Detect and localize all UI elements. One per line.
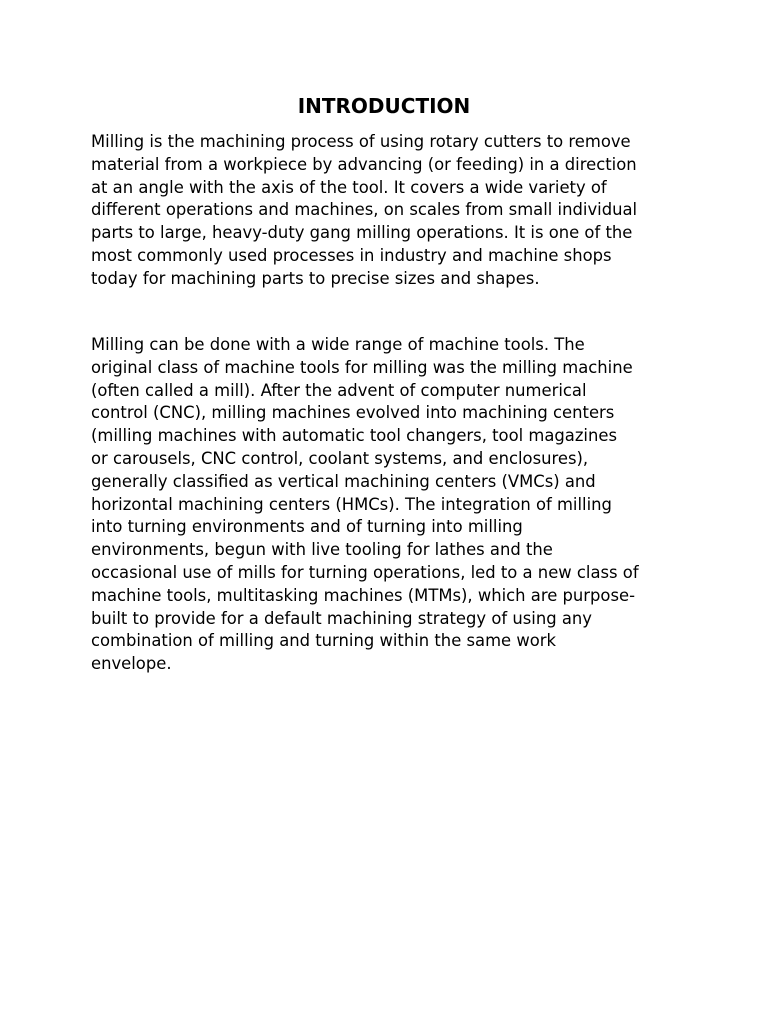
text-line: parts to large, heavy-duty gang milling operations. It is one of the xyxy=(91,223,633,243)
text-line: combination of milling and turning within the same work xyxy=(91,631,556,651)
text-line: into turning environments and of turning into milling xyxy=(91,517,523,537)
text-line: occasional use of mills for turning operations, led to a new class of xyxy=(91,562,639,582)
text-line: most commonly used processes in industry and machine shops xyxy=(91,245,612,265)
paragraph-intro xyxy=(91,131,637,291)
paragraph-machine-tools xyxy=(91,334,639,676)
text-line: control (CNC), milling machines evolved into machining centers xyxy=(91,403,615,423)
text-line: today for machining parts to precise sizes and shapes. xyxy=(91,268,540,288)
text-line: Milling can be done with a wide range of machine tools. The xyxy=(91,335,585,354)
text-line: (milling machines with automatic tool changers, tool magazines xyxy=(91,426,617,446)
text-line: horizontal machining centers (HMCs). The integration of milling xyxy=(91,494,612,514)
text-line: envelope. xyxy=(91,654,172,674)
text-line: generally classified as vertical machining centers (VMCs) and xyxy=(91,471,596,491)
text-line: or carousels, CNC control, coolant systems, and enclosures), xyxy=(91,448,589,468)
text-line: original class of machine tools for milling was the milling machine xyxy=(91,357,633,377)
text-line: environments, begun with live tooling for lathes and the xyxy=(91,540,553,560)
text-line: Milling is the machining process of using rotary cutters to remove xyxy=(91,132,631,151)
text-line: built to provide for a default machining strategy of using any xyxy=(91,608,592,628)
text-line: at an angle with the axis of the tool. It covers a wide variety of xyxy=(91,177,607,197)
text-line: material from a workpiece by advancing (or feeding) in a direction xyxy=(91,154,637,174)
text-line: machine tools, multitasking machines (MTMs), which are purpose- xyxy=(91,585,635,605)
text-line: different operations and machines, on scales from small individual xyxy=(91,200,638,220)
page-title: INTRODUCTION xyxy=(297,94,471,118)
text-line: (often called a mill). After the advent of computer numerical xyxy=(91,380,587,400)
